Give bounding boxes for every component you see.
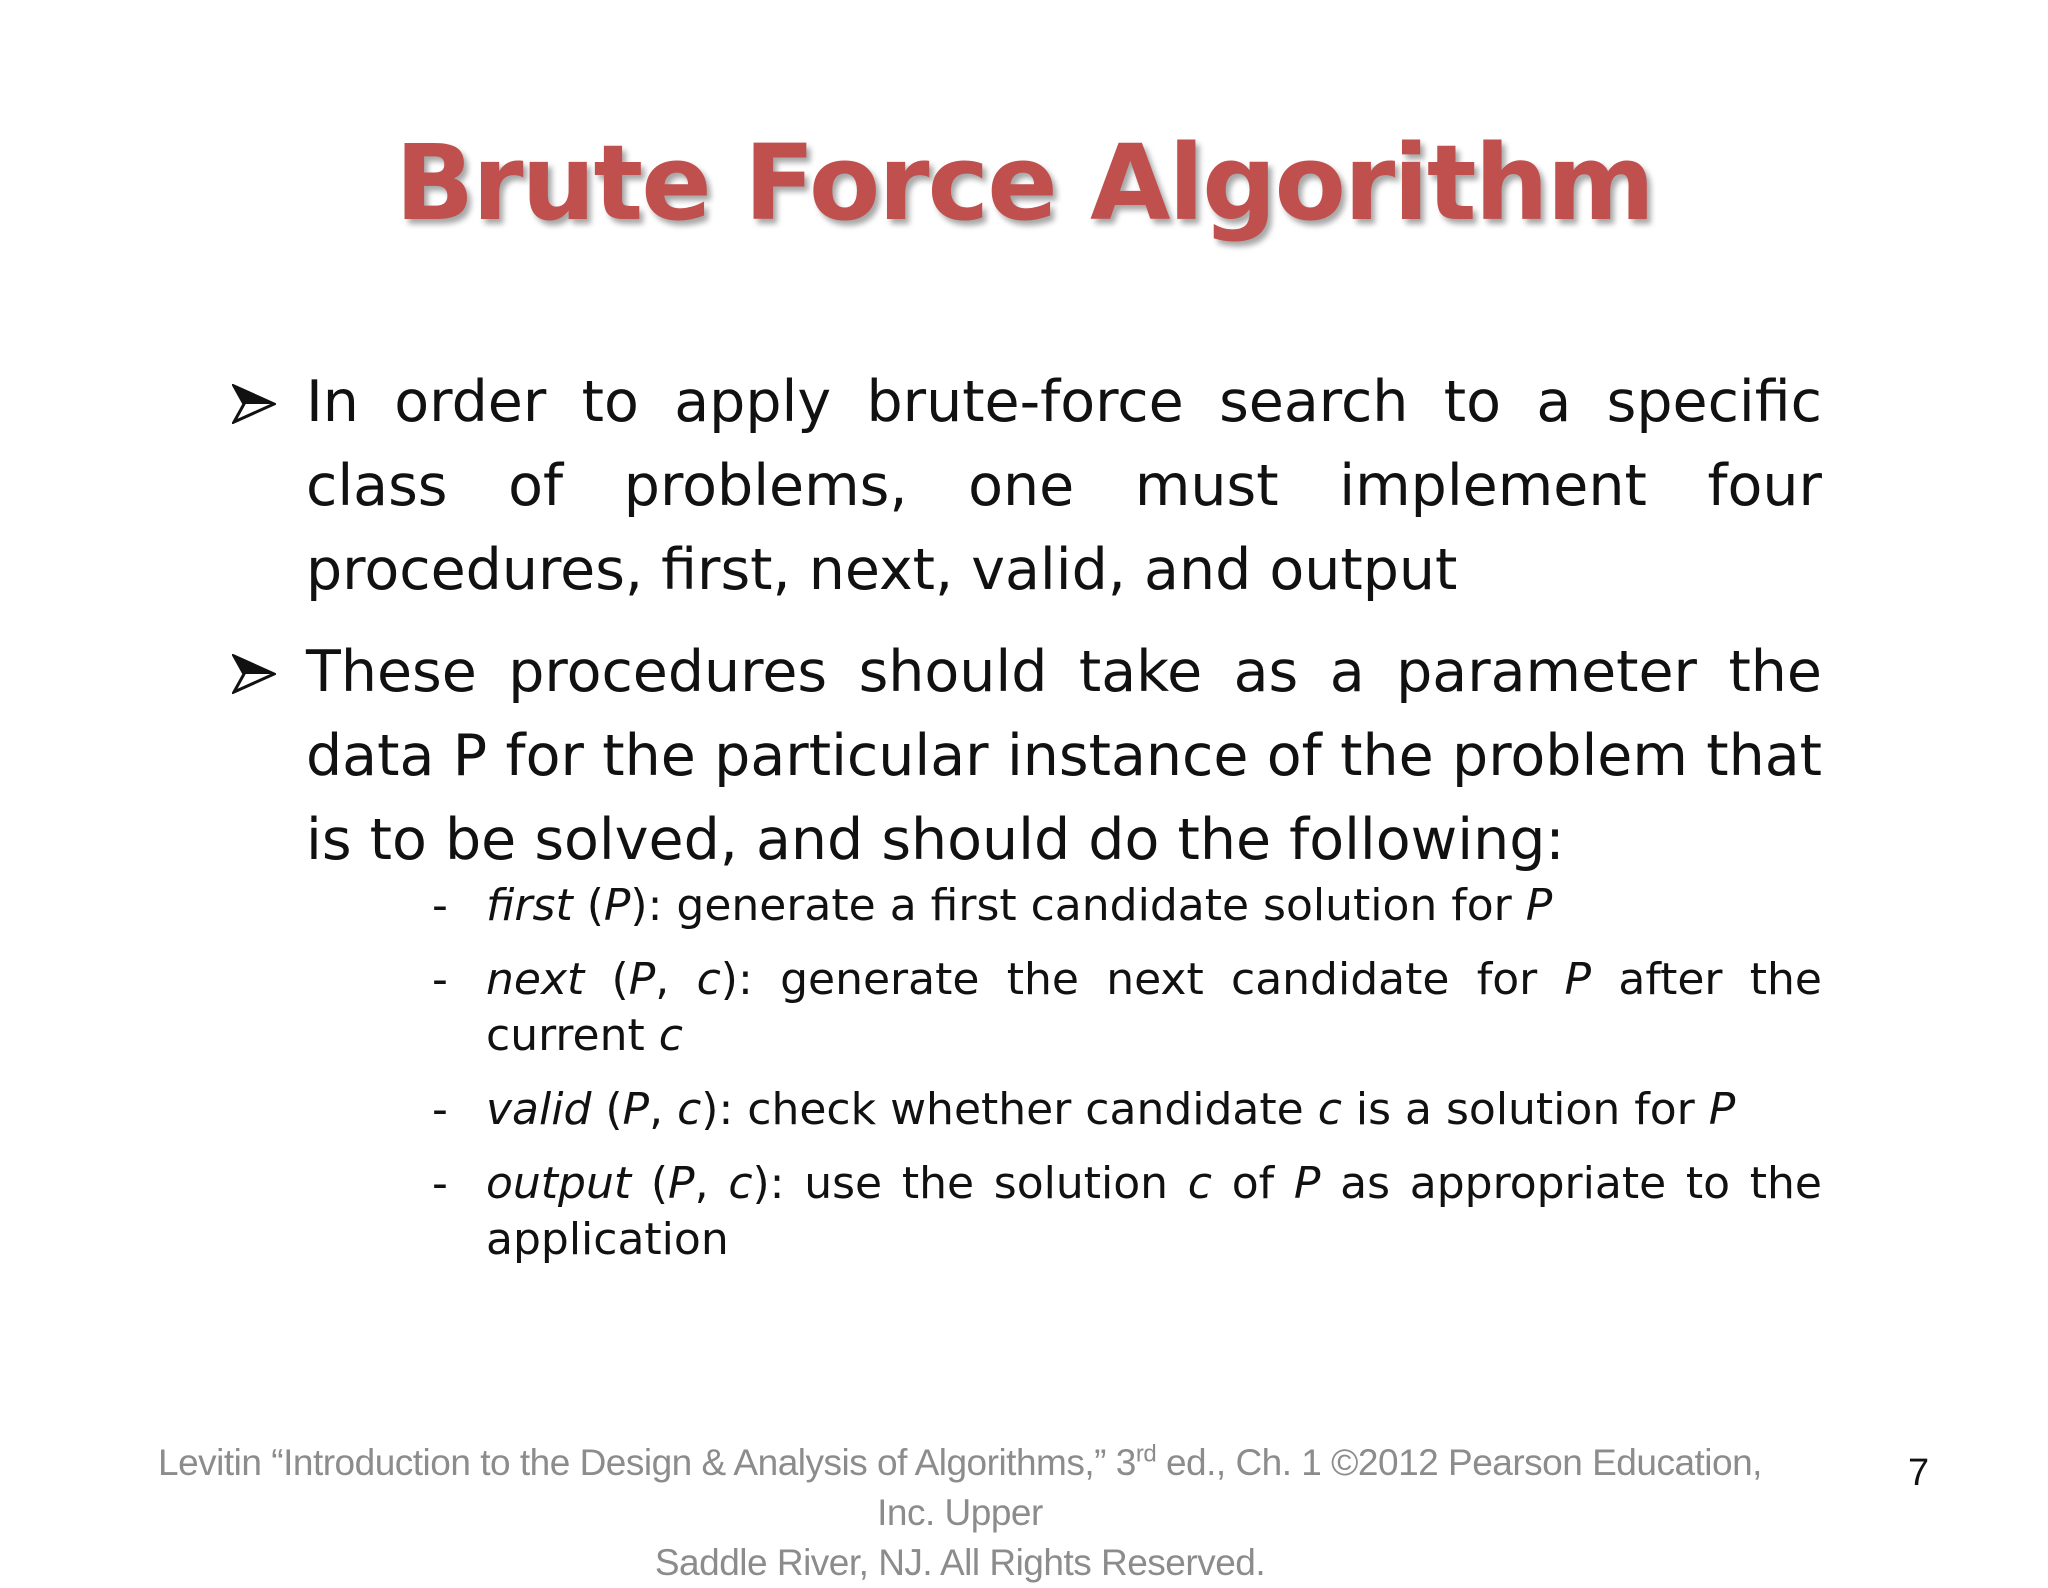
page-number: 7 [1908,1452,1930,1494]
param: c [696,954,721,1005]
bullet-item [232,630,1822,882]
paren-open: ( [584,954,629,1005]
arrow-bullet-icon [232,384,276,424]
separator: , [649,1084,678,1135]
procedure-name: valid [486,1084,592,1135]
param: c [728,1158,753,1209]
procedure-item-valid [432,1082,1822,1138]
bullet-text: In order to apply brute-force search to a specific class of problems, one must implement four procedures, first, next, valid, and output [306,369,1822,603]
dash-marker: - [432,880,448,931]
param: P [1525,880,1553,931]
procedure-description: ): check whether candidate [701,1084,1318,1135]
footer-line-1 [150,1438,1770,1538]
procedure-item-output [432,1156,1822,1268]
param: P [603,880,631,931]
procedure-description: ): generate a first candidate solution for [630,880,1526,931]
param: P [1293,1158,1321,1209]
dash-marker: - [432,954,448,1005]
procedure-name: first [486,880,573,931]
procedure-description: is a solution for [1341,1084,1709,1135]
arrow-bullet-icon [232,654,276,694]
procedure-description: ): generate the next candidate for [720,954,1565,1005]
dash-marker: - [432,1084,448,1135]
dash-marker: - [432,1158,448,1209]
procedure-description: ): use the solution [752,1158,1188,1209]
separator: , [655,954,697,1005]
param: P [1708,1084,1736,1135]
separator: , [694,1158,729,1209]
footer-superscript: rd [1135,1440,1157,1468]
procedure-description: as appropriate to the application [486,1158,1822,1265]
procedure-item-first [432,878,1822,934]
param: c [658,1010,683,1061]
paren-open: ( [591,1084,623,1135]
copyright-footer [150,1438,1770,1588]
param: c [677,1084,702,1135]
procedure-name: output [486,1158,632,1209]
procedure-item-next [432,952,1822,1064]
param: c [1187,1158,1212,1209]
param: c [1317,1084,1342,1135]
footer-line-2: Saddle River, NJ. All Rights Reserved. [654,1542,1266,1583]
param: P [668,1158,695,1209]
param: P [622,1084,650,1135]
bullet-list [232,360,1822,900]
procedure-name: next [486,954,585,1005]
procedure-description: after the current [486,954,1822,1061]
bullet-item [232,360,1822,612]
param: P [1564,954,1592,1005]
footer-text: Levitin “Introduction to the Design & Analysis of Algorithms,” 3 [158,1442,1136,1483]
footer-text: ed., Ch. 1 ©2012 Pearson Education, Inc. Upper [877,1442,1762,1533]
paren-open: ( [572,880,604,931]
procedure-description: of [1211,1158,1294,1209]
bullet-text: These procedures should take as a parameter the data P for the particular instance of the problem that is to be solved, and should do the following: [306,639,1822,873]
paren-open: ( [631,1158,669,1209]
param: P [628,954,656,1005]
procedure-list [432,878,1822,1286]
slide-title: Brute Force Algorithm [394,122,1654,244]
